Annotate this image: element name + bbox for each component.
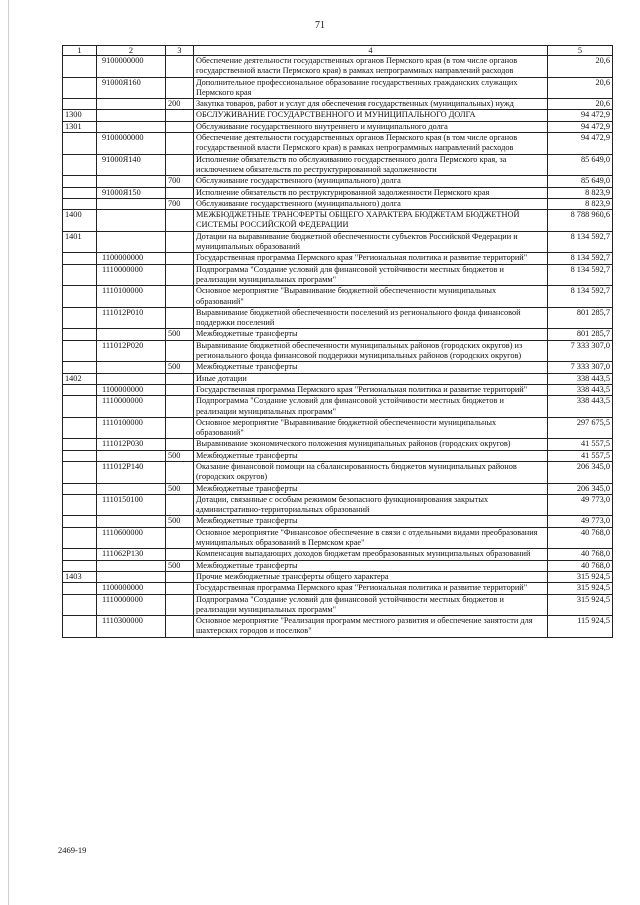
expense-type-cell: [166, 527, 194, 549]
section-cell: [63, 439, 97, 450]
section-cell: [63, 154, 97, 176]
description-cell: Государственная программа Пермского края "Региональная политика и развитие территорий": [194, 583, 548, 594]
target-code-cell: 111062Р130: [97, 549, 166, 560]
amount-cell: 801 285,7: [548, 329, 613, 340]
table-row: [63, 253, 613, 264]
target-code-cell: 1100000000: [97, 253, 166, 264]
target-code-cell: 1110000000: [97, 594, 166, 616]
target-code-cell: [97, 373, 166, 384]
section-cell: [63, 494, 97, 516]
target-code-cell: [97, 362, 166, 373]
description-cell: Межбюджетные трансферты: [194, 450, 548, 461]
amount-cell: 85 649,0: [548, 176, 613, 187]
target-code-cell: 1100000000: [97, 583, 166, 594]
table-row: [63, 594, 613, 616]
table-row: [63, 384, 613, 395]
description-cell: ОБСЛУЖИВАНИЕ ГОСУДАРСТВЕННОГО И МУНИЦИПАЛЬНОГО ДОЛГА: [194, 110, 548, 121]
expense-type-cell: [166, 264, 194, 286]
amount-cell: 8 134 592,7: [548, 231, 613, 253]
target-code-cell: 9100000000: [97, 133, 166, 155]
expense-type-cell: [166, 286, 194, 308]
table-row: [63, 121, 613, 132]
page-number: 71: [315, 20, 325, 31]
section-cell: 1401: [63, 231, 97, 253]
amount-cell: 49 773,0: [548, 516, 613, 527]
section-cell: [63, 307, 97, 329]
target-code-cell: 1110150100: [97, 494, 166, 516]
section-cell: [63, 417, 97, 439]
section-cell: [63, 560, 97, 571]
table-row: [63, 616, 613, 638]
expense-type-cell: [166, 253, 194, 264]
table-row: [63, 154, 613, 176]
amount-cell: 8 788 960,6: [548, 210, 613, 232]
expense-type-cell: 500: [166, 516, 194, 527]
description-cell: Дополнительное профессиональное образование государственных гражданских служащих Пермского края: [194, 77, 548, 99]
table-row: [63, 494, 613, 516]
expense-type-cell: [166, 133, 194, 155]
amount-cell: 40 768,0: [548, 549, 613, 560]
section-cell: 1402: [63, 373, 97, 384]
section-cell: [63, 461, 97, 483]
amount-cell: 8 823,9: [548, 187, 613, 198]
section-cell: [63, 616, 97, 638]
budget-table-container: [62, 45, 612, 638]
description-cell: Компенсация выпадающих доходов бюджетам преобразованных муниципальных образований: [194, 549, 548, 560]
table-row: [63, 362, 613, 373]
expense-type-cell: 200: [166, 99, 194, 110]
description-cell: Обслуживание государственного внутреннего и муниципального долга: [194, 121, 548, 132]
table-row: [63, 461, 613, 483]
target-code-cell: 1110300000: [97, 616, 166, 638]
target-code-cell: [97, 176, 166, 187]
section-cell: [63, 583, 97, 594]
expense-type-cell: [166, 56, 194, 78]
section-cell: [63, 176, 97, 187]
target-code-cell: 111012Р010: [97, 307, 166, 329]
expense-type-cell: 500: [166, 483, 194, 494]
target-code-cell: [97, 450, 166, 461]
amount-cell: 338 443,5: [548, 373, 613, 384]
section-cell: [63, 527, 97, 549]
description-cell: Оказание финансовой помощи на сбалансированность бюджетов муниципальных районов (городских округов): [194, 461, 548, 483]
expense-type-cell: [166, 594, 194, 616]
amount-cell: 20,6: [548, 56, 613, 78]
section-cell: [63, 286, 97, 308]
target-code-cell: [97, 571, 166, 582]
expense-type-cell: [166, 396, 194, 418]
header-col-3: 3: [166, 46, 194, 56]
section-cell: [63, 549, 97, 560]
expense-type-cell: 500: [166, 362, 194, 373]
table-row: [63, 340, 613, 362]
table-row: [63, 133, 613, 155]
section-cell: [63, 384, 97, 395]
expense-type-cell: [166, 571, 194, 582]
amount-cell: 7 333 307,0: [548, 340, 613, 362]
amount-cell: 20,6: [548, 77, 613, 99]
section-cell: [63, 264, 97, 286]
expense-type-cell: [166, 583, 194, 594]
target-code-cell: 1100000000: [97, 384, 166, 395]
table-row: [63, 210, 613, 232]
target-code-cell: 9100000000: [97, 56, 166, 78]
description-cell: Обеспечение деятельности государственных органов Пермского края (в том числе органов государственной власти Пермского края) в рамках непрограммных направлений расходов: [194, 133, 548, 155]
table-row: [63, 549, 613, 560]
expense-type-cell: 500: [166, 329, 194, 340]
table-row: [63, 264, 613, 286]
section-cell: [63, 396, 97, 418]
section-cell: [63, 99, 97, 110]
table-row: [63, 571, 613, 582]
amount-cell: 40 768,0: [548, 560, 613, 571]
target-code-cell: [97, 121, 166, 132]
target-code-cell: [97, 110, 166, 121]
description-cell: Закупка товаров, работ и услуг для обеспечения государственных (муниципальных) нужд: [194, 99, 548, 110]
amount-cell: 297 675,5: [548, 417, 613, 439]
description-cell: Исполнение обязательств по реструктурированной задолженности Пермского края: [194, 187, 548, 198]
table-header-row: [63, 46, 613, 56]
section-cell: [63, 483, 97, 494]
table-row: [63, 527, 613, 549]
expense-type-cell: 500: [166, 450, 194, 461]
target-code-cell: 111012Р140: [97, 461, 166, 483]
amount-cell: 8 134 592,7: [548, 286, 613, 308]
table-row: [63, 99, 613, 110]
amount-cell: 315 924,5: [548, 594, 613, 616]
section-cell: [63, 362, 97, 373]
amount-cell: 7 333 307,0: [548, 362, 613, 373]
description-cell: Межбюджетные трансферты: [194, 516, 548, 527]
header-col-2: 2: [97, 46, 166, 56]
expense-type-cell: [166, 439, 194, 450]
target-code-cell: 91000Я160: [97, 77, 166, 99]
description-cell: Выравнивание экономического положения муниципальных районов (городских округов): [194, 439, 548, 450]
expense-type-cell: 700: [166, 198, 194, 209]
header-col-5: 5: [548, 46, 613, 56]
amount-cell: 206 345,0: [548, 461, 613, 483]
description-cell: Подпрограмма "Создание условий для финансовой устойчивости местных бюджетов и реализации муниципальных программ": [194, 594, 548, 616]
description-cell: Государственная программа Пермского края "Региональная политика и развитие территорий": [194, 253, 548, 264]
description-cell: Межбюджетные трансферты: [194, 483, 548, 494]
description-cell: Межбюджетные трансферты: [194, 329, 548, 340]
section-cell: 1300: [63, 110, 97, 121]
expense-type-cell: [166, 77, 194, 99]
amount-cell: 85 649,0: [548, 154, 613, 176]
expense-type-cell: [166, 417, 194, 439]
expense-type-cell: [166, 616, 194, 638]
section-cell: 1301: [63, 121, 97, 132]
amount-cell: 206 345,0: [548, 483, 613, 494]
section-cell: 1400: [63, 210, 97, 232]
description-cell: Дотации на выравнивание бюджетной обеспеченности субъектов Российской Федерации и муниципальных образований: [194, 231, 548, 253]
section-cell: [63, 77, 97, 99]
section-cell: [63, 450, 97, 461]
amount-cell: 49 773,0: [548, 494, 613, 516]
target-code-cell: 111012Р020: [97, 340, 166, 362]
amount-cell: 115 924,5: [548, 616, 613, 638]
amount-cell: 94 472,9: [548, 110, 613, 121]
target-code-cell: 91000Я150: [97, 187, 166, 198]
description-cell: Основное мероприятие "Финансовое обеспечение в связи с отдельными видами преобразования муниципальных образований в Пермском крае": [194, 527, 548, 549]
description-cell: Межбюджетные трансферты: [194, 362, 548, 373]
description-cell: Подпрограмма "Создание условий для финансовой устойчивости местных бюджетов и реализации муниципальных программ": [194, 264, 548, 286]
section-cell: [63, 187, 97, 198]
description-cell: Дотации, связанные с особым режимом безопасного функционирования закрытых административно-территориальных образований: [194, 494, 548, 516]
section-cell: [63, 329, 97, 340]
expense-type-cell: [166, 187, 194, 198]
target-code-cell: [97, 231, 166, 253]
table-row: [63, 373, 613, 384]
amount-cell: 41 557,5: [548, 439, 613, 450]
amount-cell: 40 768,0: [548, 527, 613, 549]
table-row: [63, 450, 613, 461]
amount-cell: 338 443,5: [548, 396, 613, 418]
table-row: [63, 396, 613, 418]
table-row: [63, 483, 613, 494]
description-cell: Основное мероприятие "Выравнивание бюджетной обеспеченности муниципальных образований": [194, 286, 548, 308]
table-row: [63, 516, 613, 527]
target-code-cell: [97, 329, 166, 340]
table-row: [63, 176, 613, 187]
target-code-cell: [97, 210, 166, 232]
expense-type-cell: [166, 384, 194, 395]
section-cell: 1403: [63, 571, 97, 582]
table-row: [63, 56, 613, 78]
target-code-cell: [97, 198, 166, 209]
table-row: [63, 417, 613, 439]
section-cell: [63, 198, 97, 209]
target-code-cell: 1110100000: [97, 286, 166, 308]
table-row: [63, 439, 613, 450]
expense-type-cell: 500: [166, 560, 194, 571]
section-cell: [63, 56, 97, 78]
amount-cell: 315 924,5: [548, 583, 613, 594]
description-cell: Исполнение обязательств по обслуживанию государственного долга Пермского края, за исключением обязательств по реструктурированной задолженности: [194, 154, 548, 176]
description-cell: Обслуживание государственного (муниципального) долга: [194, 198, 548, 209]
expense-type-cell: [166, 461, 194, 483]
expense-type-cell: [166, 121, 194, 132]
description-cell: Основное мероприятие "Выравнивание бюджетной обеспеченности муниципальных образований": [194, 417, 548, 439]
description-cell: Прочие межбюджетные трансферты общего характера: [194, 571, 548, 582]
table-row: [63, 77, 613, 99]
target-code-cell: 1110000000: [97, 396, 166, 418]
description-cell: Основное мероприятие "Реализация программ местного развития и обеспечение занятости для шахтерских городов и поселков": [194, 616, 548, 638]
section-cell: [63, 594, 97, 616]
section-cell: [63, 516, 97, 527]
amount-cell: 94 472,9: [548, 121, 613, 132]
description-cell: Иные дотации: [194, 373, 548, 384]
target-code-cell: 1110000000: [97, 264, 166, 286]
target-code-cell: [97, 483, 166, 494]
expense-type-cell: [166, 231, 194, 253]
table-body: [63, 56, 613, 638]
table-row: [63, 583, 613, 594]
amount-cell: 801 285,7: [548, 307, 613, 329]
description-cell: Выравнивание бюджетной обеспеченности муниципальных районов (городских округов) из регионального фонда финансовой поддержки муниципальных районов (городских округов): [194, 340, 548, 362]
target-code-cell: [97, 99, 166, 110]
section-cell: [63, 133, 97, 155]
target-code-cell: [97, 560, 166, 571]
table-row: [63, 329, 613, 340]
table-row: [63, 231, 613, 253]
expense-type-cell: [166, 494, 194, 516]
header-col-4: 4: [194, 46, 548, 56]
target-code-cell: 1110600000: [97, 527, 166, 549]
expense-type-cell: [166, 373, 194, 384]
section-cell: [63, 253, 97, 264]
amount-cell: 315 924,5: [548, 571, 613, 582]
budget-table: [62, 45, 613, 638]
table-row: [63, 307, 613, 329]
amount-cell: 8 823,9: [548, 198, 613, 209]
description-cell: Подпрограмма "Создание условий для финансовой устойчивости местных бюджетов и реализации муниципальных программ": [194, 396, 548, 418]
description-cell: Государственная программа Пермского края "Региональная политика и развитие территорий": [194, 384, 548, 395]
target-code-cell: [97, 516, 166, 527]
expense-type-cell: [166, 549, 194, 560]
expense-type-cell: [166, 340, 194, 362]
amount-cell: 8 134 592,7: [548, 253, 613, 264]
expense-type-cell: 700: [166, 176, 194, 187]
table-row: [63, 560, 613, 571]
section-cell: [63, 340, 97, 362]
amount-cell: 41 557,5: [548, 450, 613, 461]
description-cell: Выравнивание бюджетной обеспеченности поселений из регионального фонда финансовой поддержки поселений: [194, 307, 548, 329]
header-col-1: 1: [63, 46, 97, 56]
amount-cell: 8 134 592,7: [548, 264, 613, 286]
table-row: [63, 198, 613, 209]
description-cell: МЕЖБЮДЖЕТНЫЕ ТРАНСФЕРТЫ ОБЩЕГО ХАРАКТЕРА БЮДЖЕТАМ БЮДЖЕТНОЙ СИСТЕМЫ РОССИЙСКОЙ ФЕДЕРАЦИИ: [194, 210, 548, 232]
target-code-cell: 1110100000: [97, 417, 166, 439]
target-code-cell: 91000Я140: [97, 154, 166, 176]
description-cell: Обслуживание государственного (муниципального) долга: [194, 176, 548, 187]
expense-type-cell: [166, 110, 194, 121]
target-code-cell: 111012Р030: [97, 439, 166, 450]
expense-type-cell: [166, 154, 194, 176]
expense-type-cell: [166, 307, 194, 329]
description-cell: Межбюджетные трансферты: [194, 560, 548, 571]
amount-cell: 94 472,9: [548, 133, 613, 155]
amount-cell: 20,6: [548, 99, 613, 110]
description-cell: Обеспечение деятельности государственных органов Пермского края (в том числе органов государственной власти Пермского края) в рамках непрограммных направлений расходов: [194, 56, 548, 78]
expense-type-cell: [166, 210, 194, 232]
table-row: [63, 286, 613, 308]
table-row: [63, 187, 613, 198]
amount-cell: 338 443,5: [548, 384, 613, 395]
footer-code: 2469-19: [58, 845, 87, 855]
scan-edge: [8, 0, 9, 905]
table-row: [63, 110, 613, 121]
